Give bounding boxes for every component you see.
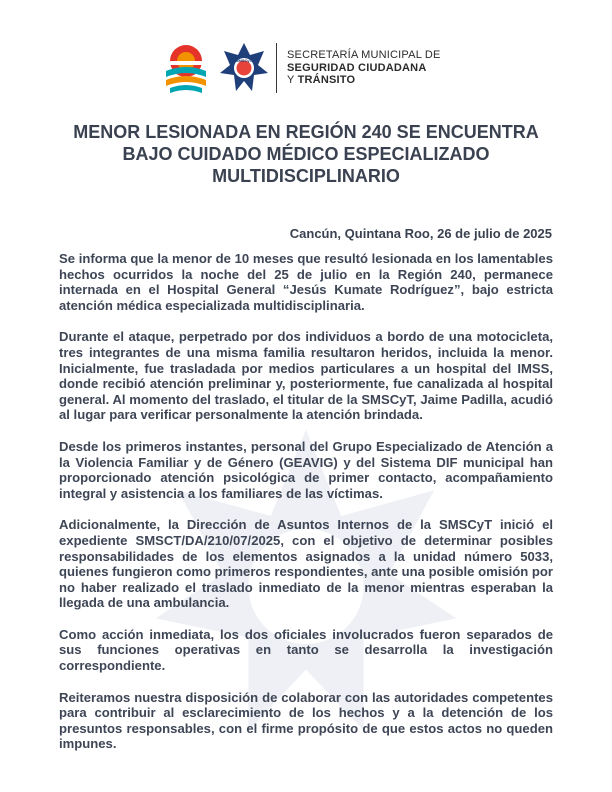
paragraph-6: Reiteramos nuestra disposición de colaborar con las autoridades competentes para contribuir al esclarecimiento de los hechos y a la detención de los presuntos responsables, con el firme propósito de que estos actos no queden impunes. bbox=[59, 689, 553, 752]
org-line-3 bbox=[287, 74, 441, 87]
org-line-2: SEGURIDAD CIUDADANA bbox=[287, 61, 427, 74]
paragraph-1: Se informa que la menor de 10 meses que resultó lesionada en los lamentables hechos ocurridos la noche del 25 de julio en la Región 240, permanece internada en el Hospital General “Jesús Kumate Rodríguez”, bajo estricta atención médica especializada multidisciplinaria. bbox=[59, 251, 553, 313]
police-star-badge-icon bbox=[218, 41, 270, 95]
letterhead bbox=[160, 40, 460, 96]
dateline: Cancún, Quintana Roo, 26 de julio de 2025 bbox=[289, 226, 552, 241]
cancun-logo-icon bbox=[160, 41, 212, 95]
press-release-body bbox=[59, 251, 553, 768]
header-divider bbox=[276, 43, 277, 93]
badge-label: SMSCyT bbox=[235, 58, 253, 63]
org-line-1: SECRETARÍA MUNICIPAL DE bbox=[287, 49, 441, 62]
title-line-2: BAJO CUIDADO MÉDICO ESPECIALIZADO bbox=[122, 144, 490, 164]
paragraph-2: Durante el ataque, perpetrado por dos individuos a bordo de una motocicleta, tres integrantes de una misma familia resultaron heridos, incluida la menor. Inicialmente, fue trasladada por medios particulares a un hospital del IMSS, donde recibió atención preliminar y, posteriormente, fue canalizada al hospital general. Al momento del traslado, el titular de la SMSCyT, Jaime Padilla, acudió al lugar para verificar personalmente la atención brindada. bbox=[59, 329, 553, 423]
title-line-3: MULTIDISCIPLINARIO bbox=[212, 166, 400, 186]
paragraph-5: Como acción inmediata, los dos oficiales involucrados fueron separados de sus funciones operativas en tanto se desarrolla la investigación correspondiente. bbox=[59, 626, 553, 674]
org-line-3-bold: TRÁNSITO bbox=[297, 74, 356, 87]
paragraph-3: Desde los primeros instantes, personal del Grupo Especializado de Atención a la Violencia Familiar y de Género (GEAVIG) y del Sistema DIF municipal han proporcionado atención psicológica de primer contacto, acompañamiento integral y asistencia a los familiares de las víctimas. bbox=[59, 438, 553, 501]
paragraph-4: Adicionalmente, la Dirección de Asuntos Internos de la SMSCyT inició el expediente SMSCT/DA/210/07/2025, con el objetivo de determinar posibles responsabilidades de los elementos asignados a la unidad número 5033, quienes fungieron como primeros respondientes, ante una posible omisión por no haber realizado el traslado inmediato de la menor mientras esperaban la llegada de una ambulancia. bbox=[59, 517, 553, 611]
org-line-3-prefix: Y bbox=[287, 74, 298, 87]
organization-name bbox=[287, 49, 441, 87]
title-line-1: MENOR LESIONADA EN REGIÓN 240 SE ENCUENTRA bbox=[73, 122, 539, 142]
press-release-title bbox=[40, 121, 572, 187]
